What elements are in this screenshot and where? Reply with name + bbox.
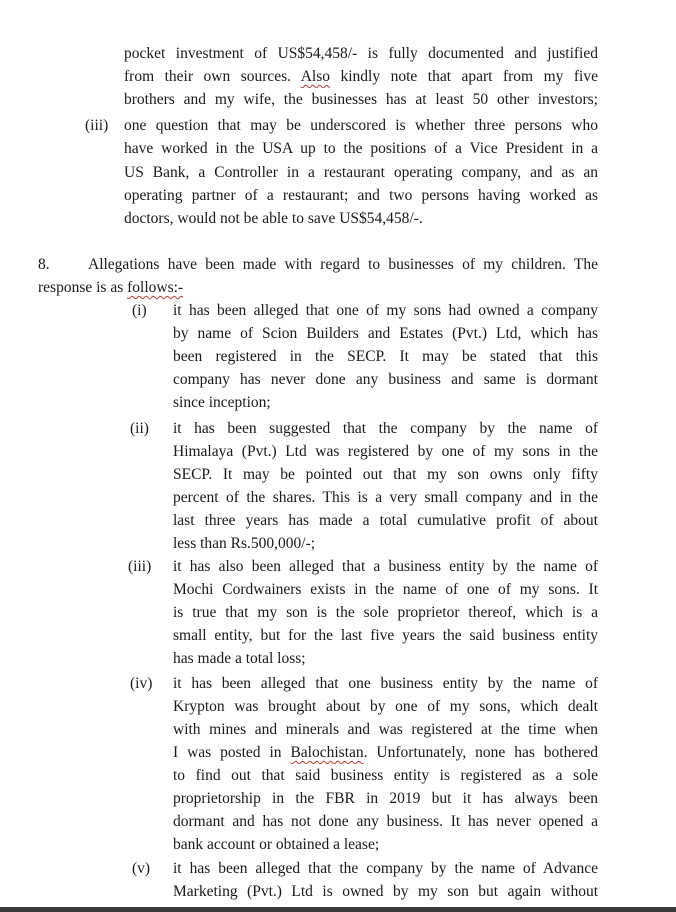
- list-marker: (i): [132, 302, 147, 319]
- text-line: operating partner of a restaurant; and two persons having worked as: [124, 187, 598, 204]
- text-line: company has never done any business and same is dormant: [173, 371, 598, 388]
- text-segment: kindly note that apart from my five: [340, 68, 598, 85]
- list-marker: (ii): [130, 420, 149, 437]
- text-line: one question that may be underscored is whether three persons who: [124, 117, 598, 134]
- paragraph-number: 8.: [38, 256, 50, 273]
- window-bottom-edge: [0, 907, 676, 912]
- text-segment: I was posted in: [173, 744, 282, 761]
- flagged-word: Also: [300, 68, 330, 85]
- text-segment: response is as: [38, 279, 124, 296]
- text-line: to find out that said business entity is registered as a sole: [173, 767, 598, 784]
- text-line: [38, 277, 183, 299]
- text-line: brothers and my wife, the businesses has at least 50 other investors;: [124, 91, 598, 108]
- list-marker: (v): [132, 860, 151, 877]
- text-segment: from their own sources.: [124, 68, 292, 85]
- text-line: Allegations have been made with regard to businesses of my children. The: [88, 256, 598, 273]
- text-line: it has been suggested that the company by the name of: [173, 420, 598, 437]
- text-line: dormant and has not done any business. It has never opened a: [173, 813, 598, 830]
- flagged-word: follows:-: [127, 279, 184, 296]
- text-line: it has been alleged that the company by the name of Advance: [173, 860, 598, 877]
- text-line: Himalaya (Pvt.) Ltd was registered by one of my sons in the: [173, 443, 598, 460]
- text-line: Mochi Cordwainers exists in the name of one of my sons. It: [173, 581, 598, 598]
- text-segment: . Unfortunately, none has bothered: [363, 744, 598, 761]
- text-line: [124, 66, 598, 88]
- text-line: less than Rs.500,000/-;: [173, 535, 316, 552]
- text-line: been registered in the SECP. It may be stated that this: [173, 348, 598, 365]
- text-line: proprietorship in the FBR in 2019 but it has always been: [173, 790, 598, 807]
- text-line: it has been alleged that one of my sons had owned a company: [173, 302, 598, 319]
- text-line: small entity, but for the last five years the said business entity: [173, 627, 598, 644]
- text-line: SECP. It may be pointed out that my son owns only fifty: [173, 466, 598, 483]
- text-line: [173, 742, 598, 764]
- text-line: is true that my son is the sole proprietor thereof, which is a: [173, 604, 598, 621]
- list-marker: (iii): [128, 558, 152, 575]
- text-line: percent of the shares. This is a very small company and in the: [173, 489, 598, 506]
- text-line: with mines and minerals and was registered at the time when: [173, 721, 598, 738]
- text-line: doctors, would not be able to save US$54,458/-.: [124, 210, 423, 227]
- text-line: have worked in the USA up to the positions of a Vice President in a: [124, 140, 598, 157]
- text-line: it has also been alleged that a business entity by the name of: [173, 558, 598, 575]
- text-line: pocket investment of US$54,458/- is fully documented and justified: [124, 45, 598, 62]
- text-line: US Bank, a Controller in a restaurant operating company, and as an: [124, 164, 598, 181]
- text-line: by name of Scion Builders and Estates (Pvt.) Ltd, which has: [173, 325, 598, 342]
- text-line: Marketing (Pvt.) Ltd is owned by my son but again without: [173, 883, 598, 900]
- text-line: since inception;: [173, 394, 271, 411]
- text-line: bank account or obtained a lease;: [173, 836, 380, 853]
- text-line: Krypton was brought about by one of my sons, which dealt: [173, 698, 598, 715]
- text-line: last three years has made a total cumulative profit of about: [173, 512, 598, 529]
- flagged-word: Balochistan: [290, 744, 364, 761]
- text-line: has made a total loss;: [173, 650, 306, 667]
- list-marker: (iii): [85, 117, 109, 134]
- list-marker: (iv): [130, 675, 153, 692]
- text-line: it has been alleged that one business entity by the name of: [173, 675, 598, 692]
